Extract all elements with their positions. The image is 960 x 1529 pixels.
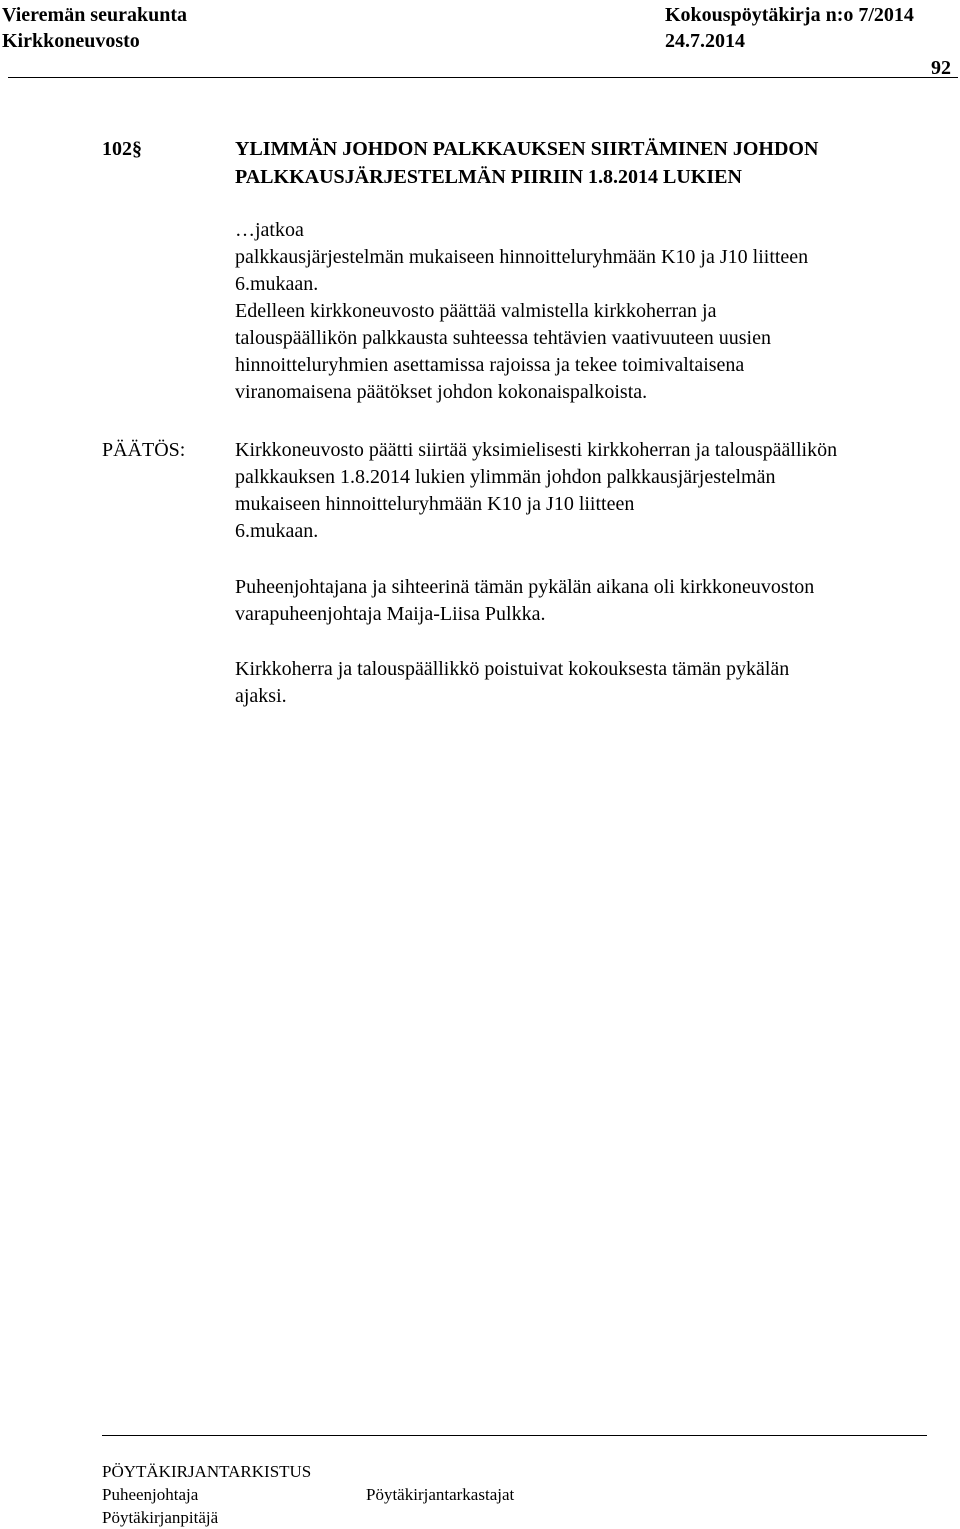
departure-line-1: Kirkkoherra ja talouspäällikkö poistuivat kokouksesta tämän pykälän bbox=[235, 658, 790, 680]
continuation-line-2: palkkausjärjestelmän mukaiseen hinnoitteluryhmään K10 ja J10 liitteen bbox=[235, 246, 809, 268]
section-title-line-1: YLIMMÄN JOHDON PALKKAUKSEN SIIRTÄMINEN JOHDON bbox=[235, 138, 819, 160]
footer-secretary: Pöytäkirjanpitäjä bbox=[102, 1508, 219, 1527]
body-name: Kirkkoneuvosto bbox=[2, 30, 140, 52]
page-number: 92 bbox=[931, 57, 951, 79]
footer-chair: Puheenjohtaja bbox=[102, 1485, 199, 1504]
continuation-line-4: Edelleen kirkkoneuvosto päättää valmistella kirkkoherran ja bbox=[235, 300, 717, 322]
continuation-line-7: viranomaisena päätökset johdon kokonaispalkoista. bbox=[235, 381, 648, 403]
decision-paragraph bbox=[235, 437, 955, 545]
decision-line-3: mukaiseen hinnoitteluryhmään K10 ja J10 liitteen bbox=[235, 493, 635, 515]
footer-heading: PÖYTÄKIRJANTARKISTUS bbox=[102, 1462, 312, 1481]
continuation-paragraph bbox=[235, 217, 955, 406]
section-title-line-2: PALKKAUSJÄRJESTELMÄN PIIRIIN 1.8.2014 LUKIEN bbox=[235, 166, 742, 188]
section-symbol: § bbox=[132, 138, 142, 160]
continuation-line-3: 6.mukaan. bbox=[235, 273, 319, 295]
footer-reviewers: Pöytäkirjantarkastajat bbox=[366, 1485, 515, 1504]
section-number bbox=[102, 135, 142, 163]
chair-line-2: varapuheenjohtaja Maija-Liisa Pulkka. bbox=[235, 603, 546, 625]
decision-line-1: Kirkkoneuvosto päätti siirtää yksimielisesti kirkkoherran ja talouspäällikön bbox=[235, 439, 838, 461]
decision-label: PÄÄTÖS: bbox=[102, 439, 186, 461]
decision-line-4: 6.mukaan. bbox=[235, 520, 319, 542]
continuation-line-6: hinnoitteluryhmien asettamissa rajoissa ja tekee toimivaltaisena bbox=[235, 354, 745, 376]
chair-paragraph bbox=[235, 574, 955, 628]
chair-line-1: Puheenjohtajana ja sihteerinä tämän pykälän aikana oli kirkkoneuvoston bbox=[235, 576, 815, 598]
org-name: Vieremän seurakunta bbox=[2, 4, 187, 26]
header-rule bbox=[8, 77, 958, 78]
departure-paragraph bbox=[235, 656, 955, 710]
footer-rule bbox=[102, 1435, 927, 1436]
continuation-line-5: talouspäällikön palkkausta suhteessa tehtävien vaativuuteen uusien bbox=[235, 327, 771, 349]
departure-line-2: ajaksi. bbox=[235, 685, 287, 707]
section-title bbox=[235, 135, 818, 191]
continuation-line-1: …jatkoa bbox=[235, 219, 304, 241]
meeting-date: 24.7.2014 bbox=[665, 30, 745, 52]
section-number-value: 102 bbox=[102, 138, 132, 160]
document-title: Kokouspöytäkirja n:o 7/2014 bbox=[665, 4, 914, 26]
decision-line-2: palkkauksen 1.8.2014 lukien ylimmän johdon palkkausjärjestelmän bbox=[235, 466, 776, 488]
